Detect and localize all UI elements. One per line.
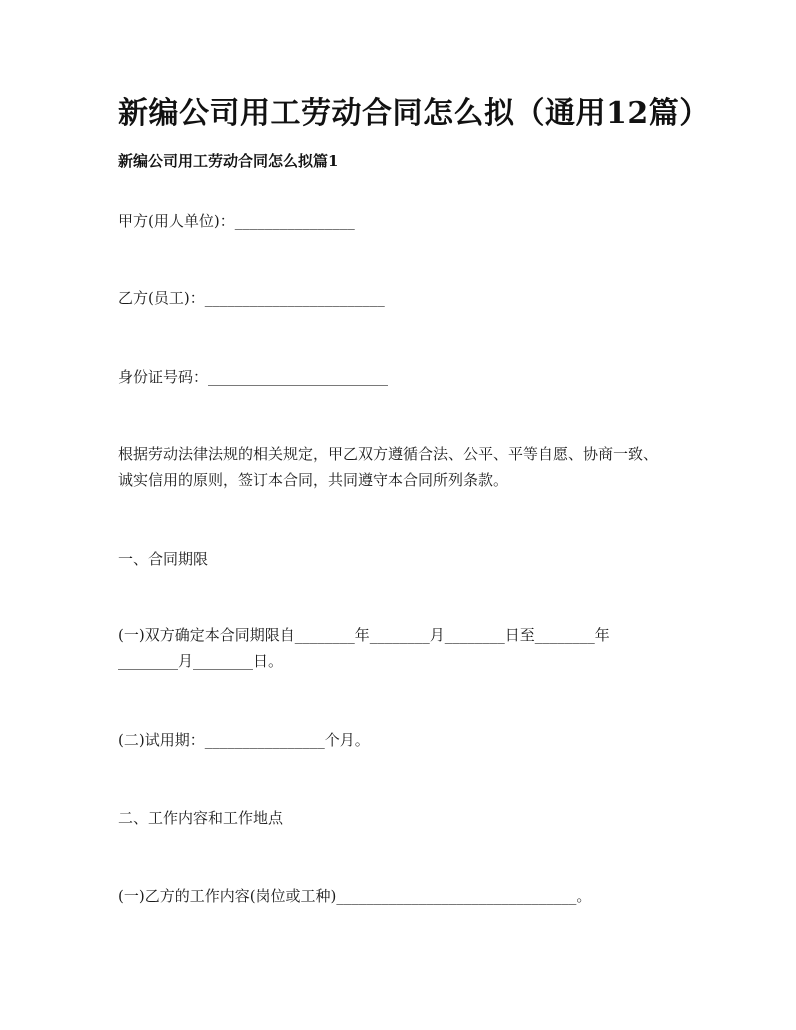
id-number-field: 身份证号码：________________________ — [118, 368, 389, 386]
document-title: 新编公司用工劳动合同怎么拟（通用12篇） — [118, 96, 710, 131]
clause-2-item-1: (一)乙方的工作内容(岗位或工种)________________________________。 — [118, 887, 592, 905]
intro-line-2: 诚实信用的原则，签订本合同，共同遵守本合同所列条款。 — [118, 471, 509, 489]
clause-1-item-1-line-1: (一)双方确定本合同期限自________年________月________日至________年 — [118, 626, 610, 644]
party-b-field: 乙方(员工)：________________________ — [118, 289, 385, 307]
intro-line-1: 根据劳动法律法规的相关规定，甲乙双方遵循合法、公平、平等自愿、协商一致、 — [118, 445, 659, 463]
intro-paragraph — [118, 441, 683, 493]
clause-2-heading: 二、工作内容和工作地点 — [118, 809, 284, 827]
party-a-field: 甲方(用人单位)：________________ — [118, 212, 355, 230]
clause-1-item-2: (二)试用期：________________个月。 — [118, 731, 370, 749]
section-heading: 新编公司用工劳动合同怎么拟篇1 — [118, 152, 339, 170]
clause-1-heading: 一、合同期限 — [118, 550, 209, 568]
clause-1-item-1 — [118, 622, 683, 674]
clause-1-item-1-line-2: ________月________日。 — [118, 652, 284, 670]
